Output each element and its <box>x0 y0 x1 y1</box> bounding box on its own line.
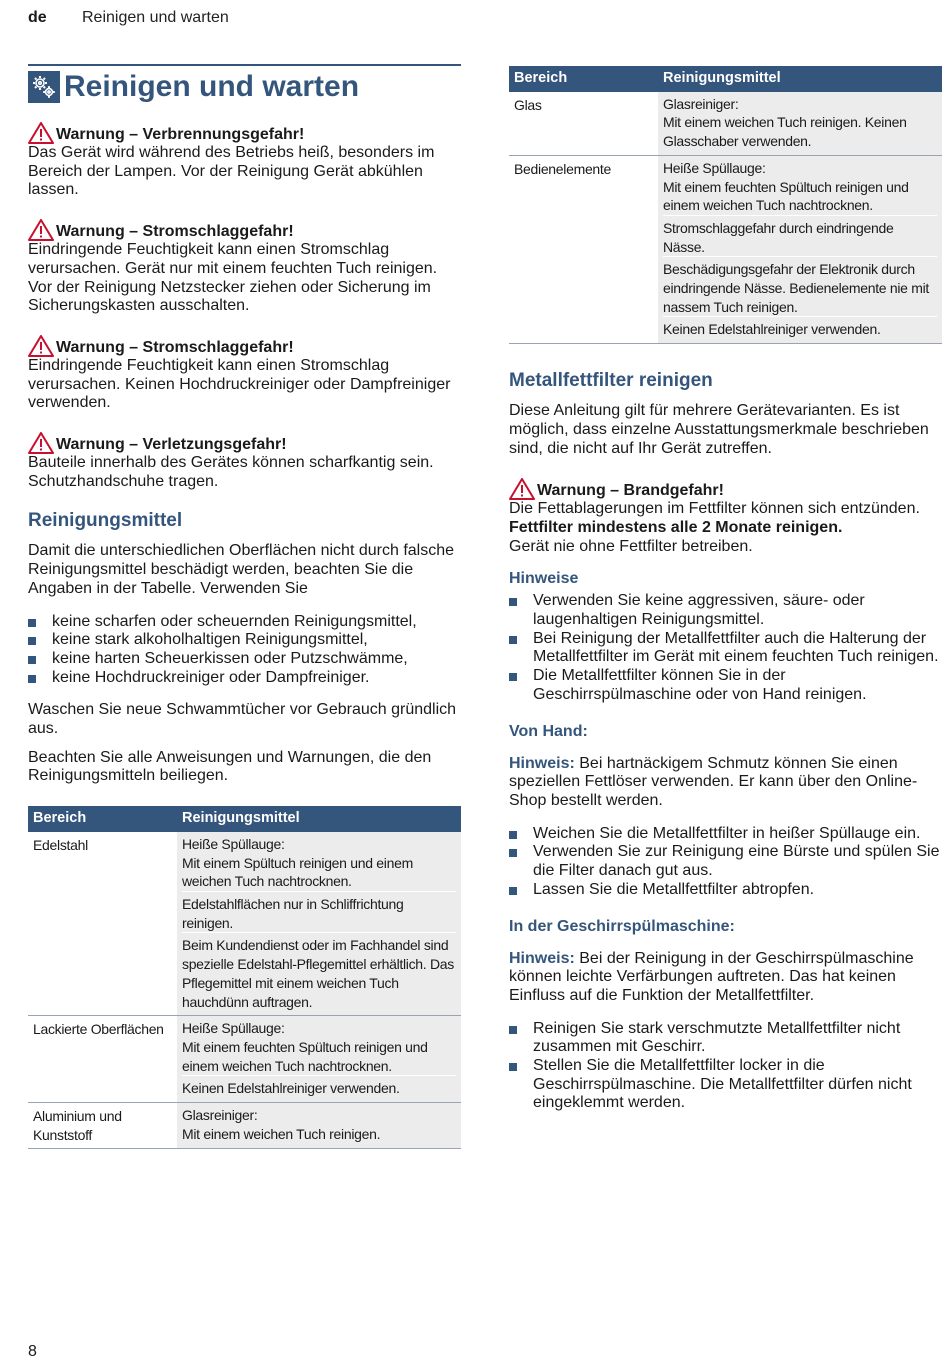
right-column <box>509 66 942 1127</box>
warning-triangle-icon <box>28 122 54 144</box>
list-item: Verwenden Sie keine aggressiven, säure- oder laugenhaltigen Reinigungsmittel. <box>509 592 942 629</box>
agent-text: Edelstahlflächen nur in Schliffrichtung reinigen. <box>182 891 456 932</box>
warning-block <box>509 478 942 556</box>
hint-label: Hinweis: <box>509 949 575 967</box>
cleaning-table <box>28 806 461 1149</box>
table-header-row <box>509 66 942 92</box>
hint-label: Hinweis: <box>509 754 575 772</box>
section-title: Reinigungsmittel <box>28 510 183 532</box>
area-cell: Aluminium und Kunststoff <box>28 1103 177 1149</box>
hint-text: Bei hartnäckigem Schmutz können Sie einen speziellen Fettlöser verwenden. Er kann über den Online-Shop bestellt werden. <box>509 754 918 809</box>
area-cell: Glas <box>509 92 658 156</box>
paragraph: Waschen Sie neue Schwammtücher vor Gebrauch gründlich aus. <box>28 701 457 738</box>
column-header: Reinigungsmittel <box>177 806 461 832</box>
table-row <box>28 1103 461 1149</box>
warning-text: Eindringende Feuchtigkeit kann einen Stromschlag verursachen. Gerät nur mit einem feuchten Tuch reinigen. Vor der Reinigung Netzstecker ziehen oder Sicherung im Sicherungskasten ausschalten. <box>28 241 438 315</box>
list-item: Bei Reinigung der Metallfettfilter auch die Halterung der Metallfettfilter im Gerät mit einem feuchten Tuch reinigen. <box>509 630 942 667</box>
language-code: de <box>28 9 47 26</box>
table-header-row <box>28 806 461 832</box>
agent-cell <box>658 92 942 156</box>
warning-title: Warnung – Stromschlaggefahr! <box>56 223 294 241</box>
table-row <box>28 832 461 1016</box>
agent-cell <box>177 1103 461 1149</box>
agent-cell <box>658 155 942 343</box>
by-hand-steps <box>509 825 942 900</box>
column-header: Reinigungsmittel <box>658 66 942 92</box>
hints-list <box>509 592 942 704</box>
hint-text: Bei der Reinigung in der Geschirrspülmaschine können leichte Verfärbungen auftreten. Das hat keinen Einfluss auf die Funktion der Metallfettfilter. <box>509 949 914 1004</box>
warning-title: Warnung – Brandgefahr! <box>537 482 724 500</box>
warning-block <box>28 335 461 413</box>
list-item: Stellen Sie die Metallfettfilter locker in die Geschirrspülmaschine. Die Metallfettfilter dürfen nicht eingeklemmt werden. <box>509 1057 942 1113</box>
dishwasher-title: In der Geschirrspülmaschine: <box>509 917 735 935</box>
table-row <box>509 155 942 343</box>
warning-triangle-icon <box>28 432 54 454</box>
list-item: keine Hochdruckreiniger oder Dampfreiniger. <box>28 669 461 688</box>
bullet-list <box>28 613 461 688</box>
intro-text: Damit die unterschiedlichen Oberflächen nicht durch falsche Reinigungsmittel beschädigt werden, beachten Sie die Angaben in der Tabelle. Verwenden Sie <box>28 542 455 597</box>
agent-text: Glasreiniger: Mit einem weichen Tuch reinigen. <box>182 1107 381 1142</box>
warning-triangle-icon <box>28 219 54 241</box>
warning-triangle-icon <box>28 335 54 357</box>
cleaning-table-continued <box>509 66 942 344</box>
agent-text: Glasreiniger: Mit einem weichen Tuch reinigen. Keinen Glasschaber verwenden. <box>663 95 907 150</box>
warning-text: Die Fettablagerungen im Fettfilter können sich entzünden. <box>509 500 920 518</box>
page-title: Reinigen und warten <box>64 70 360 103</box>
agent-text: Heiße Spüllauge: Mit einem feuchten Spültuch reinigen und einem weichen Tuch nachtrocknen. <box>663 159 909 214</box>
agent-cell <box>177 1016 461 1103</box>
area-cell: Bedienelemente <box>509 155 658 343</box>
dishwasher-steps <box>509 1020 942 1114</box>
list-item: keine harten Scheuerkissen oder Putzschwämme, <box>28 650 461 669</box>
area-cell: Edelstahl <box>28 832 177 1016</box>
agent-text: Stromschlaggefahr durch eindringende Nässe. <box>663 215 937 256</box>
table-row <box>509 92 942 156</box>
list-item: Lassen Sie die Metallfettfilter abtropfen. <box>509 881 942 900</box>
intro-text: Diese Anleitung gilt für mehrere Gerätevarianten. Es ist möglich, dass einzelne Ausstattungsmerkmale beschrieben sind, die nicht auf Ihr Gerät zutreffen. <box>509 402 929 457</box>
left-column <box>28 64 461 1149</box>
page-title-bar <box>28 64 461 104</box>
list-item: Verwenden Sie zur Reinigung eine Bürste und spülen Sie die Filter danach gut aus. <box>509 843 942 880</box>
list-item: Weichen Sie die Metallfettfilter in heißer Spüllauge ein. <box>509 825 942 844</box>
agent-text: Heiße Spüllauge: Mit einem feuchten Spültuch reinigen und einem weichen Tuch nachtrocknen. <box>182 1020 428 1074</box>
warning-bold-text: Fettfilter mindestens alle 2 Monate reinigen. <box>509 518 843 536</box>
column-header: Bereich <box>28 806 177 832</box>
area-cell: Lackierte Oberflächen <box>28 1016 177 1103</box>
warning-title: Warnung – Verletzungsgefahr! <box>56 436 287 454</box>
list-item: Reinigen Sie stark verschmutzte Metallfettfilter nicht zusammen mit Geschirr. <box>509 1020 942 1057</box>
warning-text: Das Gerät wird während des Betriebs heiß, besonders im Bereich der Lampen. Vor der Reinigung Gerät abkühlen lassen. <box>28 144 435 199</box>
list-item: keine scharfen oder scheuernden Reinigungsmittel, <box>28 613 461 632</box>
agent-text: Keinen Edelstahlreiniger verwenden. <box>663 316 937 339</box>
gear-cleaning-icon <box>28 71 60 103</box>
by-hand-hint <box>509 755 942 811</box>
warning-title: Warnung – Stromschlaggefahr! <box>56 338 294 356</box>
paragraph: Beachten Sie alle Anweisungen und Warnungen, die den Reinigungsmitteln beiliegen. <box>28 748 432 785</box>
page-number: 8 <box>28 1343 37 1360</box>
agent-text: Beschädigungsgefahr der Elektronik durch eindringende Nässe. Bedienelemente nie mit nassem Tuch reinigen. <box>663 256 937 316</box>
warning-triangle-icon <box>509 478 535 500</box>
agent-cell <box>177 832 461 1016</box>
agent-text: Beim Kundendienst oder im Fachhandel sind spezielle Edelstahl-Pflegemittel erhältlich. Das Pflegemittel mit einem weichen Tuch hauchdünn auftragen. <box>182 932 456 1011</box>
column-header: Bereich <box>509 66 658 92</box>
section-title: Metallfettfilter reinigen <box>509 370 713 392</box>
list-item: Die Metallfettfilter können Sie in der Geschirrspülmaschine oder von Hand reinigen. <box>509 667 942 704</box>
header-title: Reinigen und warten <box>82 9 229 26</box>
dishwasher-hint <box>509 950 942 1006</box>
warning-text: Bauteile innerhalb des Gerätes können scharfkantig sein. Schutzhandschuhe tragen. <box>28 454 434 490</box>
warning-block <box>28 219 461 316</box>
warning-text: Eindringende Feuchtigkeit kann einen Stromschlag verursachen. Keinen Hochdruckreiniger oder Dampfreiniger verwenden. <box>28 356 451 412</box>
agent-text: Keinen Edelstahlreiniger verwenden. <box>182 1075 456 1098</box>
table-row <box>28 1016 461 1103</box>
agent-text: Heiße Spüllauge: Mit einem Spültuch reinigen und einem weichen Tuch nachtrocknen. <box>182 835 413 890</box>
warning-title: Warnung – Verbrennungsgefahr! <box>56 126 305 143</box>
warning-block <box>28 122 461 200</box>
warning-block <box>28 432 461 491</box>
hints-title: Hinweise <box>509 570 579 588</box>
by-hand-title: Von Hand: <box>509 722 588 740</box>
list-item: keine stark alkoholhaltigen Reinigungsmittel, <box>28 631 461 650</box>
warning-text: Gerät nie ohne Fettfilter betreiben. <box>509 537 753 555</box>
